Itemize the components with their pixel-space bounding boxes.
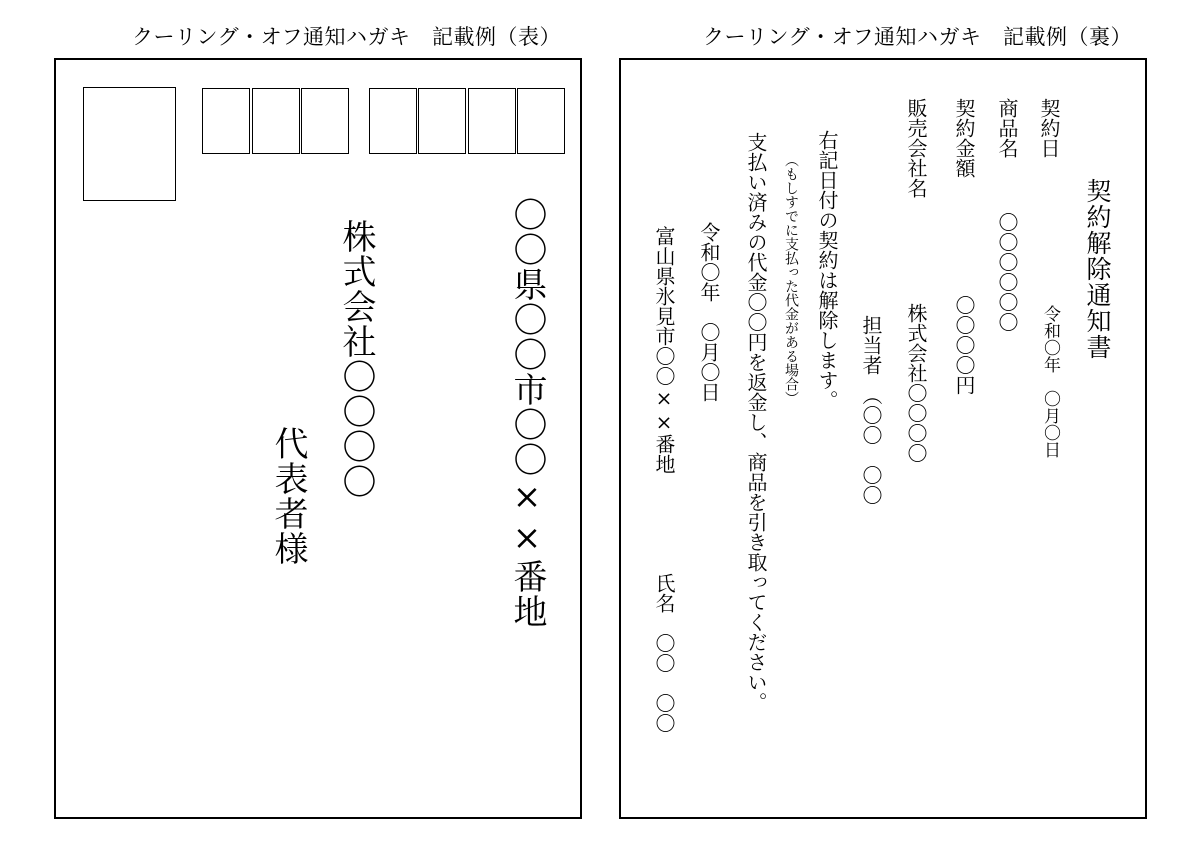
product-value: 〇〇〇〇〇〇: [995, 212, 1019, 332]
seller-value: 株式会社〇〇〇〇: [904, 303, 928, 463]
refund-condition-note: （もしすでに支払った代金がある場合）: [783, 153, 799, 405]
recipient-company: 株式会社〇〇〇〇: [336, 219, 376, 499]
zip-box-6: [468, 88, 516, 154]
refund-request: 支払い済みの代金〇〇円を返金し、商品を引き取ってください。: [744, 132, 768, 712]
front-caption: クーリング・オフ通知ハガキ 記載例（表）: [132, 25, 561, 49]
zip-box-5: [418, 88, 466, 154]
amount-value: 〇〇〇〇円: [952, 295, 976, 395]
contract-date-value: 令和〇年 〇月〇日: [1040, 305, 1060, 458]
notice-title: 契約解除通知書: [1083, 178, 1112, 360]
product-label: 商品名: [995, 98, 1019, 158]
zip-box-3: [301, 88, 349, 154]
seller-label: 販売会社名: [904, 98, 928, 198]
sender-address: 富山県氷見市〇〇××番地: [652, 226, 676, 474]
cancel-notice: 右記日付の契約は解除します。: [815, 130, 839, 410]
sender-name: 氏名 〇〇 〇〇: [652, 573, 676, 733]
staff-name: 担当者 （〇〇 〇〇: [859, 315, 883, 505]
stamp-box: [83, 87, 176, 201]
postcard-front: [54, 58, 582, 819]
sender-date: 令和〇年 〇月〇日: [697, 222, 721, 402]
recipient-name: 代表者様: [268, 426, 308, 566]
contract-date-label: 契約日: [1037, 98, 1061, 158]
zip-box-7: [517, 88, 565, 154]
back-caption: クーリング・オフ通知ハガキ 記載例（裏）: [703, 25, 1132, 49]
postcard-back: [619, 58, 1147, 819]
zip-box-2: [252, 88, 300, 154]
amount-label: 契約金額: [952, 98, 976, 178]
recipient-address: 〇〇県〇〇市〇〇××番地: [507, 197, 547, 629]
zip-box-4: [369, 88, 417, 154]
zip-box-1: [202, 88, 250, 154]
